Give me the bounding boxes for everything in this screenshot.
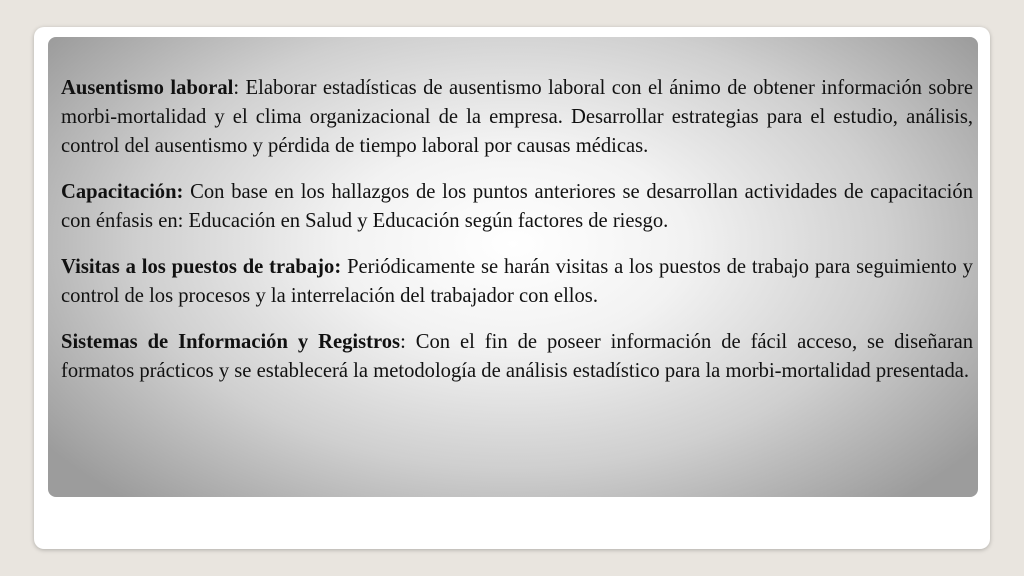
paragraph-term: Capacitación: [61,181,184,203]
paragraph-sistemas-informacion [61,328,973,386]
paragraph-body: Elaborar estadísticas de ausentismo laboral con el ánimo de obtener información sobre morbi-mortalidad y el clima organizacional de la empresa. Desarrollar estrategias para el estudio, análisis, control del ausentismo y pérdida de tiempo laboral por causas médicas. [61,77,973,157]
content-panel [48,37,978,497]
paragraph-body: Con el fin de poseer información de fácil acceso, se diseñaran formatos prácticos y se establecerá la metodología de análisis estadístico para la morbi-mortalidad presentada. [61,331,974,382]
paragraph-term: Sistemas de Información y Registros [61,331,401,353]
paragraph-separator: : [233,77,246,99]
paragraph-term: Ausentismo laboral [61,77,234,99]
paragraph-capacitacion [61,178,973,236]
paragraph-separator: : [400,331,416,353]
paragraph-ausentismo-laboral [61,74,973,161]
text-block [61,74,973,403]
paragraph-body: Con base en los hallazgos de los puntos anteriores se desarrollan actividades de capacitación con énfasis en: Educación en Salud y Educación según factores de riesgo. [61,181,973,232]
paragraph-term: Visitas a los puestos de trabajo: [61,256,342,278]
slide-card [34,27,990,549]
paragraph-body: Periódicamente se harán visitas a los puestos de trabajo para seguimiento y control de los procesos y la interrelación del trabajador con ellos. [61,256,973,307]
paragraph-visitas-puestos-trabajo [61,253,973,311]
